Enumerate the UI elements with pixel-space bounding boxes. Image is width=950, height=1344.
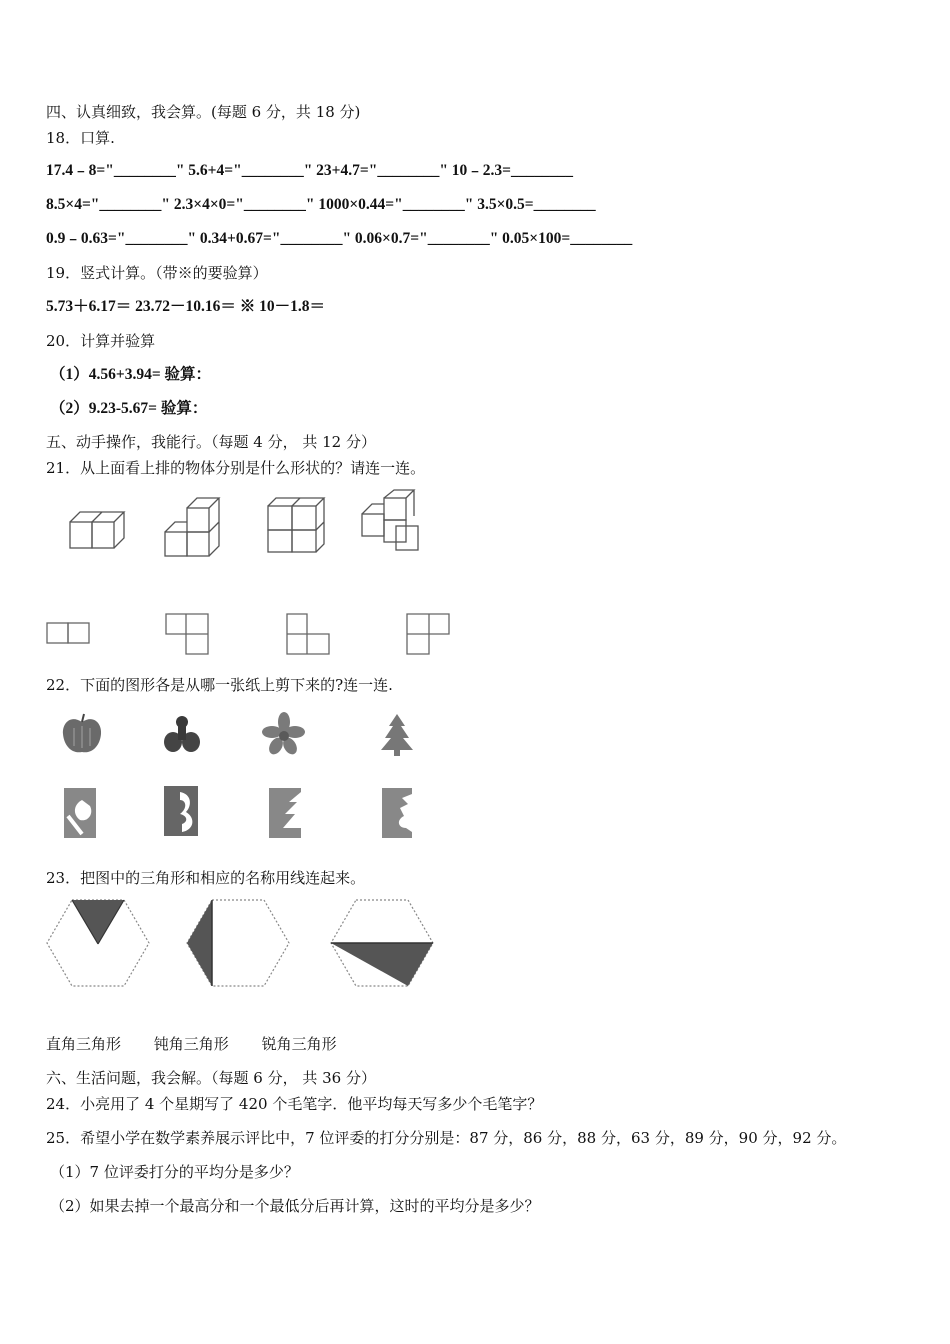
shaded-triangle-2 [187,900,212,986]
q20-label: 20．计算并验算 [46,332,156,350]
section-6-title: 六、生活问题，我会解。（每题 6 分， 共 36 分） [46,1069,376,1087]
l-cube-stack-figure [352,486,432,556]
q22-label: 22．下面的图形各是从哪一张纸上剪下来的?连一连. [46,676,393,694]
q20-item-1: （1）4.56+3.94= 验算： [50,366,212,383]
q25-label: 25．希望小学在数学素养展示评比中，7 位评委的打分分别是：87 分，86 分，88 分，63 分，89 分，90 分，92 分。 [46,1129,847,1147]
hexagon-1-figure [46,898,151,990]
paper-a-figure [60,786,105,841]
triangle-names [46,1034,365,1054]
shaded-triangle-3 [331,943,433,986]
name-obtuse-triangle: 钝角三角形 [153,1035,229,1053]
apple-cutout-figure [60,712,105,757]
q19-line: 5.73＋6.17＝ 23.72－10.16＝ ※ 10－1.8＝ [46,298,326,315]
q18-row-1: 17.4﹣8="________" 5.6+4="________" 23+4.7="________" 10﹣2.3=________ [46,162,574,179]
q18-row-2: 8.5×4="________" 2.3×4×0="________" 1000×0.44="________" 3.5×0.5=________ [46,196,596,213]
l-view-c-figure [405,612,455,657]
four-cube-block-figure [258,492,333,562]
l-view-b-figure [285,612,335,657]
q18-row-3: 0.9﹣0.63="________" 0.34+0.67="________" 0.06×0.7="________" 0.05×100=________ [46,230,633,247]
stepped-cube-stack-figure [155,490,235,565]
q19-label: 19．竖式计算。（带※的要验算） [46,264,268,282]
q25-sub-1: （1）7 位评委打分的平均分是多少？ [50,1163,299,1181]
q23-label: 23．把图中的三角形和相应的名称用线连起来。 [46,869,366,887]
flower-cutout-figure [262,712,307,757]
paper-c-figure [265,786,310,841]
shaded-triangle-1 [72,900,124,944]
paper-d-figure [378,786,423,841]
name-acute-triangle: 锐角三角形 [261,1035,337,1053]
q25-sub-2: （2）如果去掉一个最高分和一个最低分后再计算，这时的平均分是多少？ [50,1197,540,1215]
paper-b-figure [160,784,205,839]
two-square-view-figure [46,622,96,647]
name-right-triangle: 直角三角形 [46,1035,122,1053]
gourd-cutout-figure [160,710,205,760]
hexagon-3-figure [330,898,435,990]
q21-label: 21．从上面看上排的物体分别是什么形状的？请连一连。 [46,459,426,477]
hexagon-2-figure [186,898,291,990]
two-cube-row-figure [60,500,130,560]
q18-label: 18．口算. [46,129,115,147]
l-view-a-figure [164,612,214,657]
section-4-title: 四、认真细致，我会算。(每题 6 分，共 18 分) [46,103,361,121]
section-5-title: 五、动手操作，我能行。（每题 4 分， 共 12 分） [46,433,376,451]
q24-text: 24．小亮用了 4 个星期写了 420 个毛笔字．他平均每天写多少个毛笔字？ [46,1095,543,1113]
tree-cutout-figure [375,712,420,757]
q20-item-2: （2）9.23-5.67= 验算： [50,400,208,417]
